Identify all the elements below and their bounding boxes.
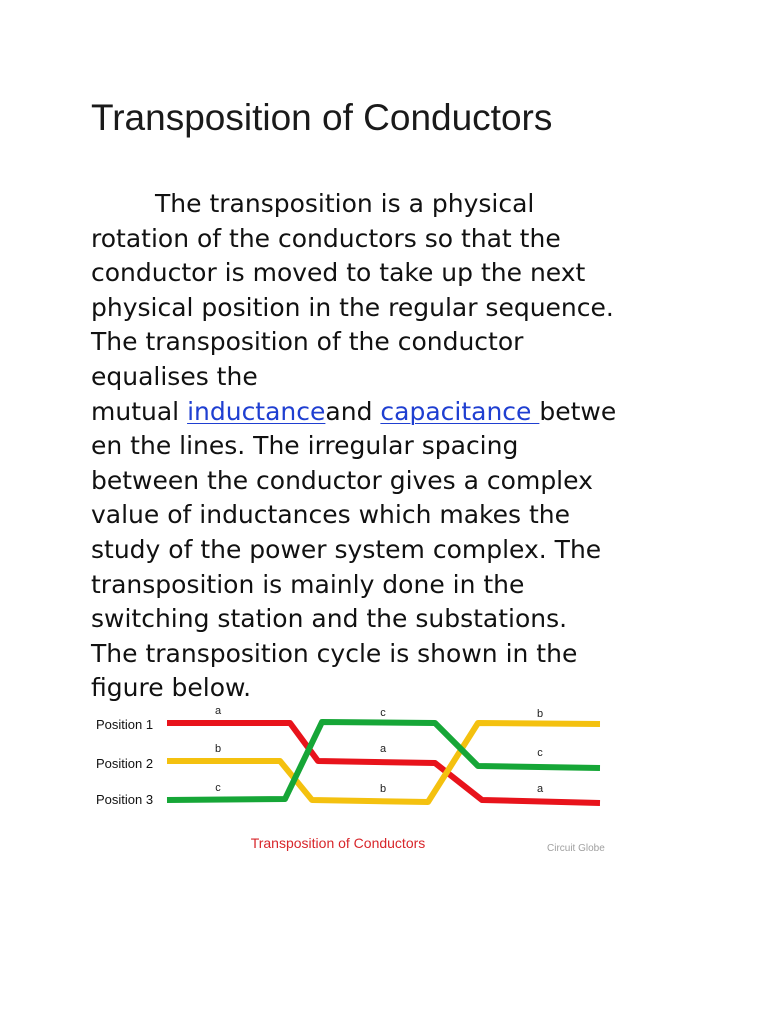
figure-caption: Transposition of Conductors — [250, 835, 426, 851]
paragraph-line: conductor is moved to take up the next — [91, 258, 586, 288]
transposition-diagram-svg — [90, 698, 615, 863]
paragraph-line: The transposition of the conductor — [91, 327, 524, 357]
body-paragraph — [91, 187, 681, 706]
paragraph-line: equalises the — [91, 361, 258, 391]
paragraph-line: The transposition is a physical — [155, 189, 535, 218]
section2-middle-label: a — [379, 743, 387, 755]
section1-bottom-label: c — [215, 782, 221, 794]
paragraph-line: between the conductor gives a complex — [91, 465, 593, 495]
capacitance-link[interactable]: capacitance — [380, 396, 540, 426]
paragraph-line: en the lines. The irregular spacing — [91, 431, 519, 461]
page-title: Transposition of Conductors — [91, 97, 553, 138]
paragraph-line: value of inductances which makes the — [91, 500, 571, 530]
section3-middle-label: c — [537, 747, 543, 759]
paragraph-line: study of the power system complex. The — [91, 534, 602, 564]
position-2-label: Position 2 — [96, 756, 154, 771]
position-1-label: Position 1 — [96, 717, 154, 732]
section1-middle-label: b — [214, 743, 222, 755]
transposition-diagram — [90, 698, 615, 863]
section2-top-label: c — [380, 707, 386, 719]
paragraph-line: figure below. — [91, 673, 252, 703]
paragraph-line-with-links — [91, 395, 681, 430]
section2-bottom-label: b — [379, 783, 387, 795]
paragraph-line: The transposition cycle is shown in the — [91, 638, 578, 668]
section3-bottom-label: a — [536, 783, 544, 795]
section3-top-label: b — [536, 708, 544, 720]
paragraph-line: transposition is mainly done in the — [91, 569, 525, 599]
paragraph-line: switching station and the substations. — [91, 604, 568, 634]
inductance-link[interactable]: inductance — [187, 396, 326, 426]
paragraph-text: and — [325, 396, 381, 426]
section1-top-label: a — [214, 705, 222, 717]
watermark-text: Circuit Globe — [547, 843, 605, 854]
position-3-label: Position 3 — [96, 792, 154, 807]
paragraph-text: betwe — [539, 396, 617, 426]
paragraph-text: mutual — [91, 396, 188, 426]
paragraph-line: physical position in the regular sequence. — [91, 292, 614, 322]
paragraph-line: rotation of the conductors so that the — [91, 223, 561, 253]
